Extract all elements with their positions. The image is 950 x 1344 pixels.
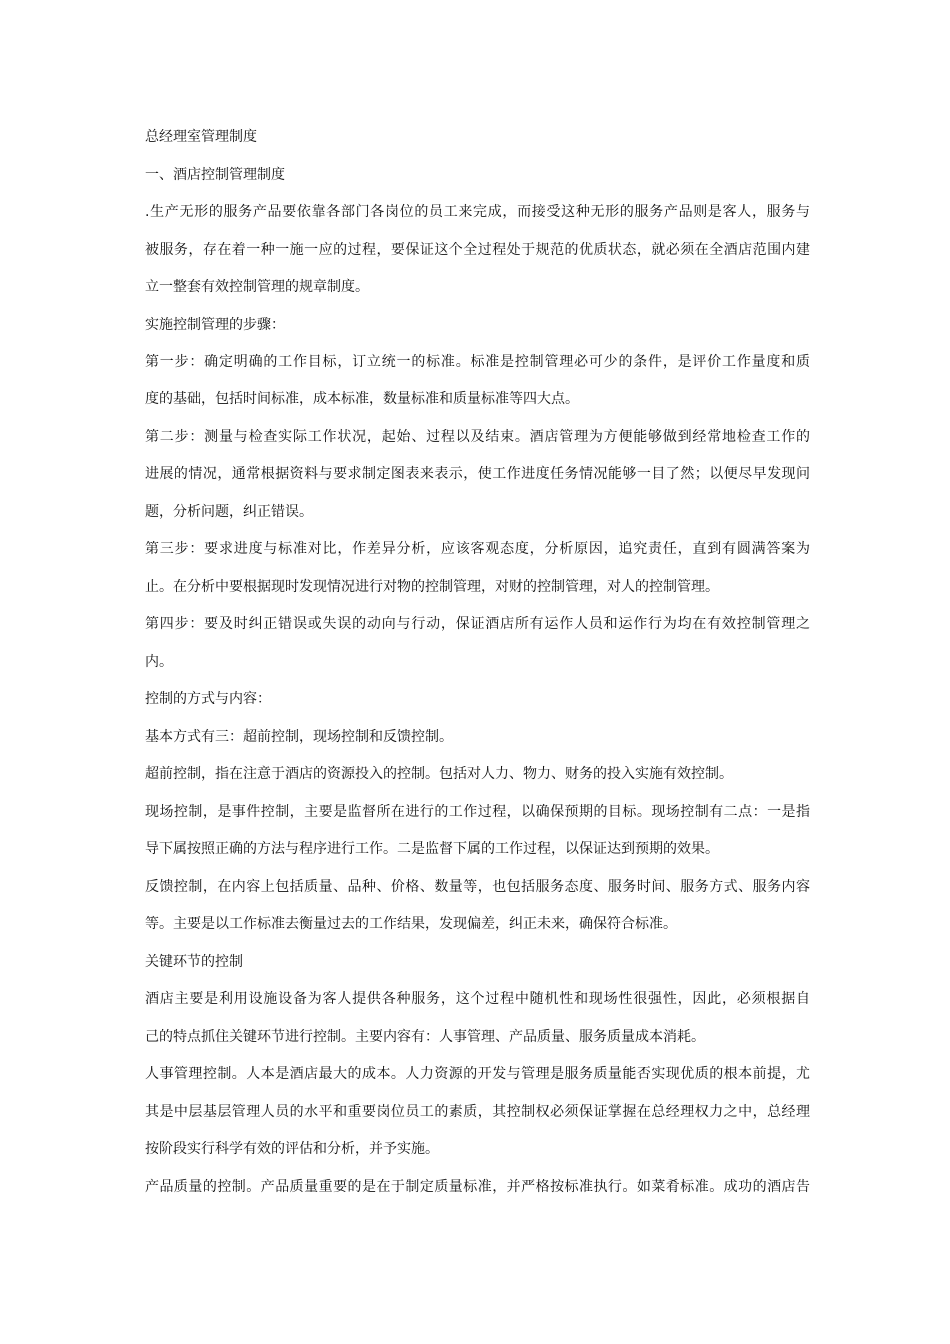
- section-heading: 一、酒店控制管理制度: [145, 167, 285, 183]
- text-line: 己的特点抓住关键环节进行控制。主要内容有：人事管理、产品质量、服务质量成本消耗。: [145, 1029, 705, 1045]
- text-line: 产品质量的控制。产品质量重要的是在于制定质量标准，并严格按标准执行。如菜肴标准。成功的酒店告: [145, 1179, 810, 1195]
- text-line: 进展的情况，通常根据资料与要求制定图表来表示，使工作进度任务情况能够一目了然；以便尽早发现问: [145, 466, 810, 482]
- text-line: 酒店主要是利用设施设备为客人提供各种服务，这个过程中随机性和现场性很强性，因此，必须根据自: [145, 991, 810, 1007]
- text-line: 反馈控制，在内容上包括质量、品种、价格、数量等，也包括服务态度、服务时间、服务方式、服务内容: [145, 879, 810, 895]
- subheading: 关键环节的控制: [145, 954, 243, 970]
- text-line: 度的基础，包括时间标准，成本标准，数量标准和质量标准等四大点。: [145, 391, 579, 407]
- subheading: 控制的方式与内容：: [145, 691, 271, 707]
- text-line: 导下属按照正确的方法与程序进行工作。二是监督下属的工作过程，以保证达到预期的效果。: [145, 841, 719, 857]
- text-line: 第四步：要及时纠正错误或失误的动向与行动，保证酒店所有运作人员和运作行为均在有效控制管理之: [145, 616, 810, 632]
- text-line: 超前控制，指在注意于酒店的资源投入的控制。包括对人力、物力、财务的投入实施有效控制。: [145, 766, 733, 782]
- text-line: 立一整套有效控制管理的规章制度。: [145, 279, 369, 295]
- text-line: 第一步：确定明确的工作目标，订立统一的标准。标准是控制管理必可少的条件，是评价工作量度和质: [145, 354, 810, 370]
- text-line: 其是中层基层管理人员的水平和重要岗位员工的素质，其控制权必须保证掌握在总经理权力之中，总经理: [145, 1104, 810, 1120]
- text-line: .生产无形的服务产品要依靠各部门各岗位的员工来完成，而接受这种无形的服务产品则是客人，服务与: [145, 204, 810, 220]
- document-title: 总经理室管理制度: [145, 129, 257, 145]
- text-line: 等。主要是以工作标准去衡量过去的工作结果，发现偏差，纠正未来，确保符合标准。: [145, 916, 677, 932]
- subheading: 实施控制管理的步骤：: [145, 317, 285, 333]
- text-line: 内。: [145, 654, 173, 670]
- text-line: 止。在分析中要根据现时发现情况进行对物的控制管理，对财的控制管理，对人的控制管理。: [145, 579, 719, 595]
- text-line: 第二步：测量与检查实际工作状况，起始、过程以及结束。酒店管理为方便能够做到经常地检查工作的: [145, 429, 810, 445]
- text-line: 基本方式有三：超前控制，现场控制和反馈控制。: [145, 729, 453, 745]
- text-line: 被服务，存在着一种一施一应的过程，要保证这个全过程处于规范的优质状态，就必须在全酒店范围内建: [145, 242, 810, 258]
- text-line: 现场控制，是事件控制，主要是监督所在进行的工作过程，以确保预期的目标。现场控制有二点：一是指: [145, 804, 810, 820]
- text-line: 人事管理控制。人本是酒店最大的成本。人力资源的开发与管理是服务质量能否实现优质的根本前提，尤: [145, 1066, 810, 1082]
- text-line: 按阶段实行科学有效的评估和分析，并予实施。: [145, 1141, 439, 1157]
- text-line: 题，分析问题，纠正错误。: [145, 504, 313, 520]
- text-line: 第三步：要求进度与标准对比，作差异分析，应该客观态度，分析原因，追究责任，直到有圆满答案为: [145, 541, 810, 557]
